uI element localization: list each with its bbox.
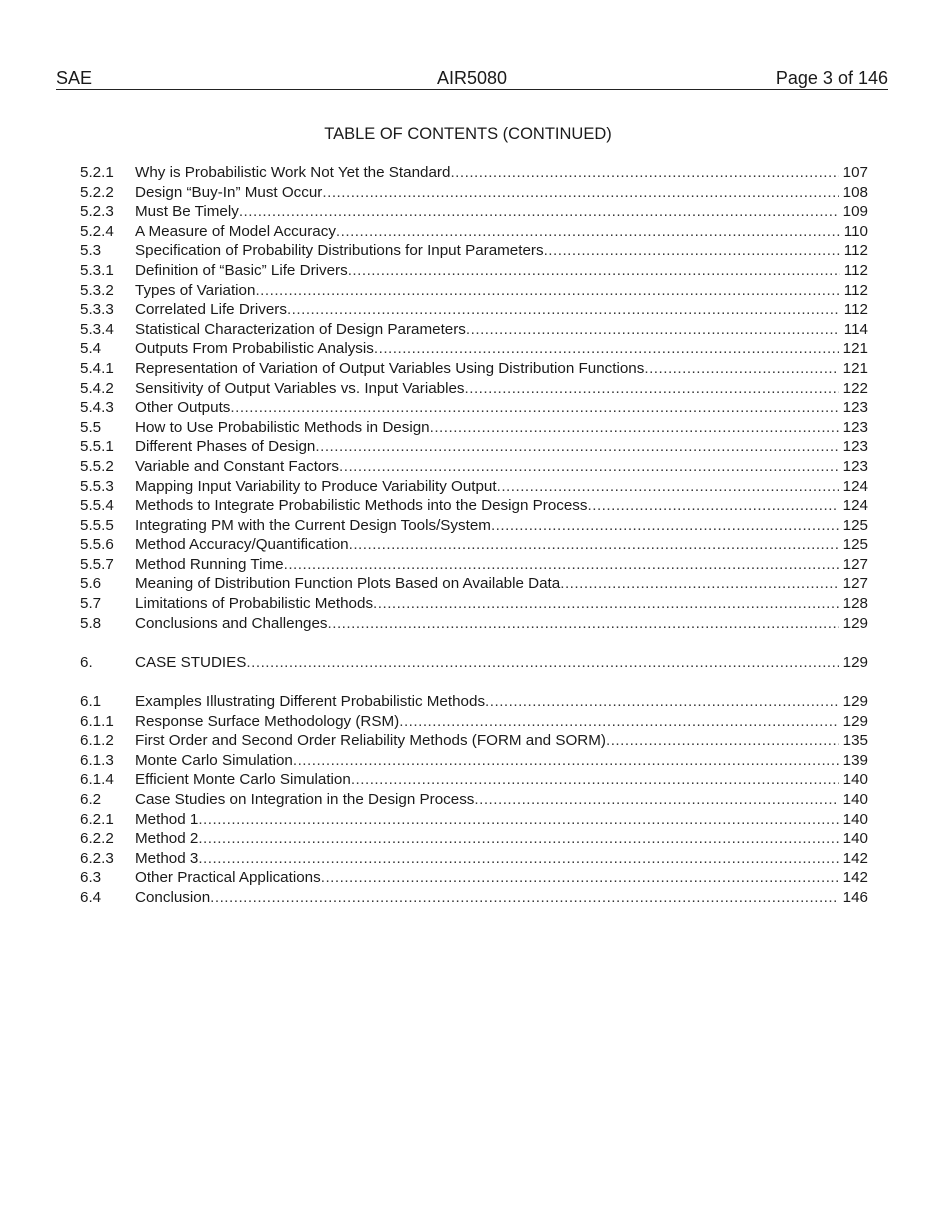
toc-entry-title: Meaning of Distribution Function Plots Based on Available Data (135, 575, 561, 593)
page-header (56, 67, 888, 90)
dot-leader (544, 241, 840, 261)
toc-entry-line (135, 300, 868, 320)
toc-entry[interactable] (80, 300, 868, 320)
toc-entry-title: A Measure of Model Accuracy (135, 222, 336, 240)
toc-entry-line (135, 810, 868, 830)
toc-entry-number: 5.2.2 (80, 183, 114, 201)
toc-entry-line (135, 731, 868, 751)
dot-leader (328, 614, 839, 634)
toc-entry-line (135, 614, 868, 634)
toc-entry-number: 6.1.4 (80, 771, 114, 789)
toc-entry-line (135, 163, 868, 183)
page-number: Page 3 of 146 (775, 68, 888, 88)
toc-entry-page: 107 (842, 164, 868, 181)
toc-entry-title: Method Running Time (135, 555, 284, 573)
toc-entry-title: Integrating PM with the Current Design Tools/System (135, 516, 491, 534)
toc-entry-page: 127 (842, 555, 868, 573)
toc-entry-page: 124 (842, 497, 868, 515)
toc-entry-page: 112 (843, 242, 868, 260)
toc-entry-number: 6.1.3 (80, 751, 114, 769)
dot-leader (284, 555, 839, 575)
toc-entry-number: 5.5 (80, 418, 102, 436)
toc-entry-number: 6.1.2 (80, 732, 114, 750)
toc-entry-title: How to Use Probabilistic Methods in Design (135, 418, 430, 436)
toc-entry-number: 6.2.2 (80, 830, 114, 848)
toc-entry-page: 123 (842, 418, 868, 436)
dot-leader (293, 751, 839, 771)
toc-entry-number: 6.1.1 (80, 712, 114, 730)
toc-entry-line (135, 359, 868, 379)
toc-entry-title: Conclusion (135, 888, 211, 906)
toc-entry-page: 110 (843, 222, 868, 240)
toc-entry-page: 142 (842, 849, 868, 867)
dot-leader (321, 868, 839, 888)
dot-leader (474, 790, 838, 810)
toc-entry-line (135, 202, 868, 222)
dot-leader (588, 496, 839, 516)
toc-entry-line (135, 398, 868, 418)
toc-entry[interactable] (80, 790, 868, 810)
toc-entry[interactable] (80, 437, 868, 457)
toc-entry[interactable] (80, 320, 868, 340)
toc-entry[interactable] (80, 202, 868, 222)
dot-leader (399, 712, 838, 732)
toc-entry-title: Sensitivity of Output Variables vs. Input Variables (135, 379, 465, 397)
toc-entry[interactable] (80, 457, 868, 477)
table-of-contents (80, 163, 868, 908)
toc-entry-page: 142 (842, 869, 868, 887)
toc-entry-number: 5.4.1 (80, 359, 114, 377)
toc-entry[interactable] (80, 829, 868, 849)
toc-entry-line (135, 888, 868, 908)
toc-entry[interactable] (80, 241, 868, 261)
toc-entry-title: Method 3 (135, 849, 199, 867)
toc-entry-line (135, 339, 868, 359)
dot-leader (339, 457, 839, 477)
toc-entry-number: 5.5.3 (80, 477, 114, 495)
toc-entry[interactable] (80, 281, 868, 301)
toc-entry-number: 5.3.3 (80, 301, 114, 319)
dot-leader (246, 653, 838, 673)
toc-entry[interactable] (80, 379, 868, 399)
toc-entry-number: 5.7 (80, 595, 102, 613)
dot-leader (374, 339, 839, 359)
toc-entry[interactable] (80, 751, 868, 771)
toc-entry[interactable] (80, 810, 868, 830)
toc-entry[interactable] (80, 888, 868, 908)
toc-entry-line (135, 477, 868, 497)
toc-entry[interactable] (80, 574, 868, 594)
dot-leader (348, 261, 840, 281)
dot-leader (450, 163, 838, 183)
dot-leader (430, 418, 839, 438)
toc-entry[interactable] (80, 183, 868, 203)
toc-entry-page: 128 (842, 595, 868, 613)
toc-entry-page: 127 (842, 575, 868, 593)
toc-entry-number: 5.3.4 (80, 320, 114, 338)
toc-entry-line (135, 751, 868, 771)
toc-entry[interactable] (80, 849, 868, 869)
dot-leader (491, 516, 839, 536)
toc-entry-line (135, 790, 868, 810)
dot-leader (210, 888, 839, 908)
dot-leader (466, 320, 840, 340)
document-id: AIR5080 (436, 68, 508, 88)
toc-entry[interactable] (80, 339, 868, 359)
toc-entry-line (135, 574, 868, 594)
toc-entry[interactable] (80, 770, 868, 790)
toc-entry-page: 129 (842, 693, 868, 711)
toc-entry-title: Different Phases of Design (135, 438, 316, 456)
dot-leader (322, 183, 838, 203)
toc-entry-page: 129 (842, 653, 868, 671)
toc-entry-line (135, 457, 868, 477)
dot-leader (497, 477, 839, 497)
toc-entry-title: Specification of Probability Distributions for Input Parameters (135, 242, 544, 260)
toc-entry-title: CASE STUDIES (135, 653, 247, 671)
toc-entry-line (135, 653, 868, 673)
toc-entry-page: 109 (842, 203, 868, 221)
publisher-label: SAE (56, 68, 93, 88)
dot-leader (230, 398, 838, 418)
dot-leader (198, 810, 838, 830)
toc-entry-title: Why is Probabilistic Work Not Yet the Standard (135, 164, 451, 181)
toc-entry[interactable] (80, 222, 868, 242)
toc-entry-number: 5.2.3 (80, 203, 114, 221)
toc-heading: TABLE OF CONTENTS (CONTINUED) (324, 125, 612, 143)
toc-entry-page: 112 (843, 261, 868, 279)
toc-entry-title: First Order and Second Order Reliability Methods (FORM and SORM) (135, 732, 606, 750)
toc-entry-number: 5.4.2 (80, 379, 114, 397)
dot-leader (465, 379, 839, 399)
toc-entry-line (135, 770, 868, 790)
toc-entry-number: 5.3 (80, 242, 102, 260)
toc-entry[interactable] (80, 496, 868, 516)
toc-entry[interactable] (80, 692, 868, 712)
toc-entry-title: Other Outputs (135, 399, 231, 417)
dot-leader (255, 281, 839, 301)
toc-entry-number: 5.5.2 (80, 457, 114, 475)
dot-leader (239, 202, 839, 222)
toc-entry[interactable] (80, 614, 868, 634)
toc-entry-number: 5.4.3 (80, 399, 114, 417)
toc-entry-page: 112 (843, 301, 868, 319)
toc-entry-number: 5.5.4 (80, 497, 114, 515)
toc-entry-number: 5.3.1 (80, 261, 114, 279)
dot-leader (315, 437, 838, 457)
toc-entry-page: 140 (842, 791, 868, 808)
toc-entry-line (135, 555, 868, 575)
dot-leader (485, 692, 839, 712)
toc-entry-title: Representation of Variation of Output Variables Using Distribution Functions (135, 359, 645, 377)
toc-entry-line (135, 437, 868, 457)
toc-entry-title: Method 1 (135, 810, 199, 828)
toc-entry-page: 125 (842, 516, 868, 534)
dot-leader (606, 731, 839, 751)
toc-entry-title: Examples Illustrating Different Probabilistic Methods (135, 693, 486, 711)
toc-entry-line (135, 849, 868, 869)
dot-leader (644, 359, 838, 379)
toc-entry-line (135, 261, 868, 281)
toc-entry-title: Statistical Characterization of Design Parameters (135, 320, 466, 338)
toc-entry-title: Monte Carlo Simulation (135, 751, 293, 769)
toc-entry-page: 140 (842, 771, 868, 789)
toc-entry[interactable] (80, 594, 868, 614)
toc-entry-number: 5.5.1 (80, 438, 114, 456)
toc-entry-line (135, 379, 868, 399)
toc-entry-title: Types of Variation (135, 281, 256, 299)
toc-entry[interactable] (80, 477, 868, 497)
toc-entry-title: Correlated Life Drivers (135, 301, 287, 319)
toc-entry-line (135, 241, 868, 261)
toc-entry-number: 5.2.4 (80, 222, 114, 240)
toc-entry-number: 6. (80, 653, 93, 671)
dot-leader (198, 829, 838, 849)
toc-entry-number: 5.4 (80, 340, 102, 358)
toc-entry-page: 135 (842, 732, 868, 750)
toc-entry-page: 123 (842, 438, 868, 456)
toc-entry[interactable] (80, 418, 868, 438)
toc-entry-number: 5.8 (80, 614, 102, 632)
toc-entry-number: 6.1 (80, 693, 102, 711)
toc-entry-page: 139 (842, 751, 868, 769)
toc-entry-page: 114 (843, 320, 868, 338)
toc-entry[interactable] (80, 731, 868, 751)
toc-entry-number: 5.5.7 (80, 555, 114, 573)
toc-entry-title: Methods to Integrate Probabilistic Methods into the Design Process (135, 497, 588, 515)
toc-entry-number: 5.3.2 (80, 281, 114, 299)
toc-entry-page: 121 (842, 340, 868, 358)
toc-entry-line (135, 829, 868, 849)
toc-entry-title: Other Practical Applications (135, 869, 321, 887)
toc-entry-title: Variable and Constant Factors (135, 457, 340, 475)
toc-entry[interactable] (80, 163, 868, 183)
toc-entry-title: Limitations of Probabilistic Methods (135, 595, 374, 613)
toc-entry-page: 140 (842, 810, 868, 828)
toc-entry-line (135, 868, 868, 888)
toc-entry-line (135, 594, 868, 614)
toc-entry-line (135, 496, 868, 516)
toc-entry-page: 123 (842, 399, 868, 417)
toc-entry-page: 146 (842, 888, 868, 906)
toc-entry-title: Outputs From Probabilistic Analysis (135, 340, 374, 358)
toc-entry-line (135, 222, 868, 242)
toc-entry[interactable] (80, 535, 868, 555)
toc-entry-title: Method Accuracy/Quantification (135, 536, 349, 554)
toc-entry-title: Must Be Timely (135, 203, 239, 221)
toc-entry-number: 6.4 (80, 888, 102, 906)
dot-leader (351, 770, 839, 790)
toc-entry-page: 140 (842, 830, 868, 848)
toc-entry-page: 125 (842, 536, 868, 554)
toc-entry-page: 129 (842, 712, 868, 730)
toc-entry-number: 6.2 (80, 791, 102, 808)
toc-entry-title: Conclusions and Challenges (135, 614, 328, 632)
toc-entry-title: Response Surface Methodology (RSM) (135, 712, 400, 730)
dot-leader (560, 574, 838, 594)
toc-entry-line (135, 692, 868, 712)
dot-leader (287, 300, 840, 320)
toc-entry-number: 5.2.1 (80, 164, 114, 181)
toc-entry[interactable] (80, 398, 868, 418)
dot-leader (349, 535, 839, 555)
toc-entry-line (135, 320, 868, 340)
toc-entry-line (135, 281, 868, 301)
toc-entry[interactable] (80, 359, 868, 379)
toc-entry[interactable] (80, 516, 868, 536)
toc-entry[interactable] (80, 712, 868, 732)
toc-entry-number: 6.3 (80, 869, 102, 887)
dot-leader (373, 594, 839, 614)
toc-entry-page: 112 (843, 281, 868, 299)
toc-entry-number: 6.2.3 (80, 849, 114, 867)
toc-entry[interactable] (80, 555, 868, 575)
toc-entry-number: 5.5.6 (80, 536, 114, 554)
toc-entry-page: 124 (842, 477, 868, 495)
toc-entry-title: Definition of “Basic” Life Drivers (135, 261, 348, 279)
toc-entry-line (135, 183, 868, 203)
dot-leader (336, 222, 840, 242)
toc-entry-line (135, 516, 868, 536)
dot-leader (198, 849, 838, 869)
toc-entry-title: Case Studies on Integration in the Design Process (135, 791, 475, 808)
toc-entry-title: Mapping Input Variability to Produce Variability Output (135, 477, 497, 495)
toc-entry-page: 122 (842, 379, 868, 397)
toc-entry[interactable] (80, 868, 868, 888)
toc-entry-page: 129 (842, 614, 868, 632)
toc-entry-page: 123 (842, 457, 868, 475)
toc-entry-line (135, 418, 868, 438)
toc-entry-title: Design “Buy-In” Must Occur (135, 183, 323, 201)
toc-entry-line (135, 712, 868, 732)
toc-entry[interactable] (80, 653, 868, 673)
toc-entry-line (135, 535, 868, 555)
toc-entry-page: 121 (842, 359, 868, 377)
toc-entry-number: 5.6 (80, 575, 102, 593)
toc-entry-number: 6.2.1 (80, 810, 114, 828)
toc-entry-title: Method 2 (135, 830, 199, 848)
toc-entry-title: Efficient Monte Carlo Simulation (135, 771, 351, 789)
toc-entry[interactable] (80, 261, 868, 281)
toc-entry-number: 5.5.5 (80, 516, 114, 534)
toc-entry-page: 108 (842, 183, 868, 201)
